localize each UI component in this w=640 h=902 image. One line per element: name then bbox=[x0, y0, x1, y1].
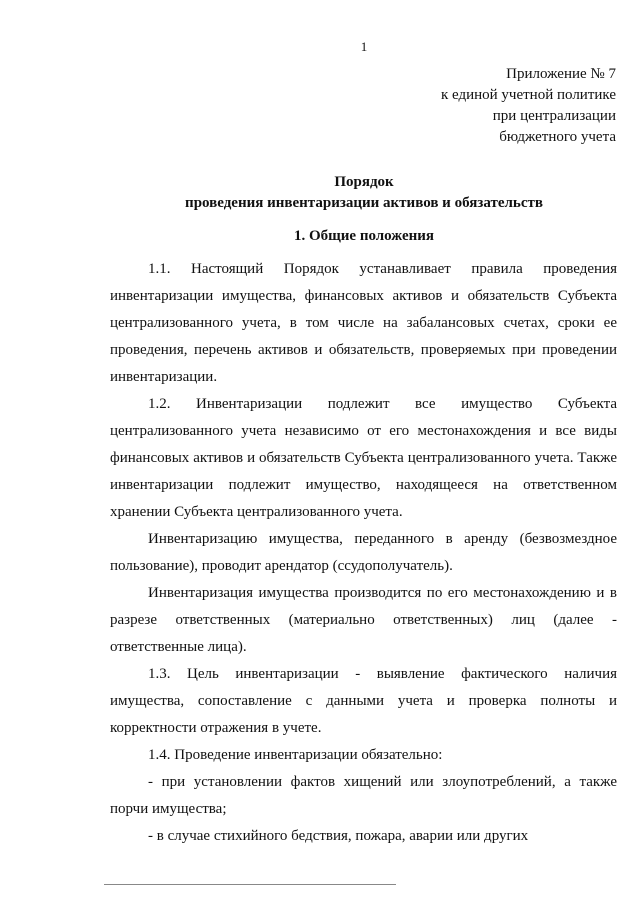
document-body bbox=[110, 256, 617, 850]
list-item-theft: - при установлении фактов хищений или злоупотреблений, а также порчи имущества; bbox=[110, 774, 617, 817]
appendix-header bbox=[441, 64, 616, 148]
paragraph-1-3: 1.3. Цель инвентаризации - выявление фактического наличия имущества, сопоставление с данными учета и проверка полноты и корректности отражения в учете. bbox=[110, 666, 617, 736]
appendix-line-3: при централизации bbox=[492, 108, 616, 124]
paragraph-1-4: 1.4. Проведение инвентаризации обязательно: bbox=[148, 747, 443, 763]
section-title: 1. Общие положения bbox=[293, 228, 435, 244]
list-item-disaster: - в случае стихийного бедствия, пожара, аварии или других bbox=[148, 828, 529, 844]
page-number: 1 bbox=[360, 39, 368, 54]
appendix-line-4: бюджетного учета bbox=[499, 129, 616, 145]
title-line-1: Порядок bbox=[334, 174, 394, 190]
paragraph-1-2: 1.2. Инвентаризации подлежит все имущество Субъекта централизованного учета независимо от его местонахождения и все виды финансовых активов и обязательств Субъекта централизованного учета. Также инвентаризации подлежит имущество, находящееся на ответственном хранении Субъекта централизованного учета. bbox=[110, 396, 617, 520]
appendix-line-2: к единой учетной политике bbox=[440, 87, 616, 103]
footer-divider bbox=[104, 884, 396, 885]
title-line-2: проведения инвентаризации активов и обязательств bbox=[185, 195, 543, 211]
document-title bbox=[0, 172, 640, 214]
paragraph-location: Инвентаризация имущества производится по его местонахождению и в разрезе ответственных (материально ответственных) лиц (далее - ответственные лица). bbox=[110, 585, 617, 655]
paragraph-lease: Инвентаризацию имущества, переданного в аренду (безвозмездное пользование), проводит арендатор (ссудополучатель). bbox=[110, 531, 617, 574]
appendix-line-1: Приложение № 7 bbox=[506, 66, 616, 82]
paragraph-1-1: 1.1. Настоящий Порядок устанавливает правила проведения инвентаризации имущества, финансовых активов и обязательств Субъекта централизованного учета, в том числе на забалансовых счетах, сроки ее проведения, перечень активов и обязательств, проверяемых при проведении инвентаризации. bbox=[110, 261, 617, 385]
